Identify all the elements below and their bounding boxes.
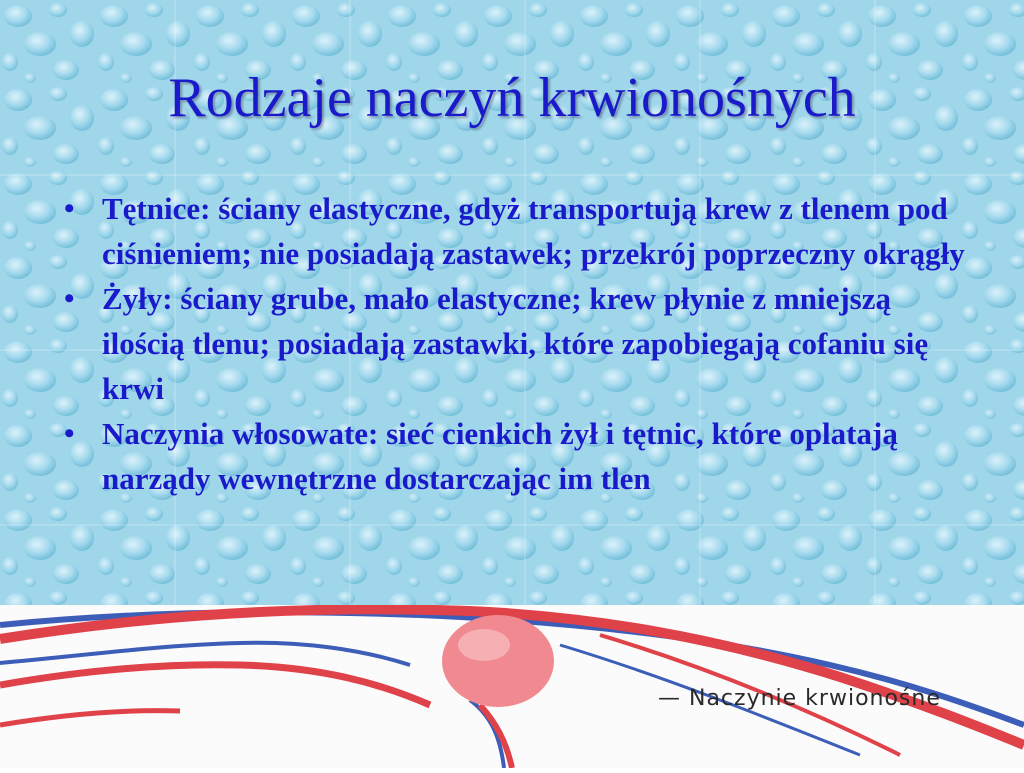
organ-shape xyxy=(442,615,554,707)
artery-line xyxy=(0,665,430,705)
bullet-text: Żyły: ściany grube, mało elastyczne; krew płynie z mniejszą ilością tlenu; posiadają zastawki, które zapobiegają cofaniu się krwi xyxy=(102,281,929,406)
bullet-item-arteries xyxy=(58,186,978,276)
bullet-dot: • xyxy=(64,192,75,225)
bullet-dot: • xyxy=(64,282,75,315)
bullet-item-veins xyxy=(58,276,978,411)
bullet-list xyxy=(58,186,978,501)
bullet-dot: • xyxy=(64,417,75,450)
bullet-text: Tętnice: ściany elastyczne, gdyż transportują krew z tlenem pod ciśnieniem; nie posiadają zastawek; przekrój poprzeczny okrągły xyxy=(102,191,965,271)
bullet-item-capillaries xyxy=(58,411,978,501)
slide-title: Rodzaje naczyń krwionośnych xyxy=(168,67,856,129)
bullet-text: Naczynia włosowate: sieć cienkich żył i tętnic, które oplatają narządy wewnętrzne dostarczając im tlen xyxy=(102,416,898,496)
artery-line xyxy=(0,711,180,725)
illustration-caption: — Naczynie krwionośne xyxy=(658,686,941,711)
organ-highlight xyxy=(458,629,510,661)
